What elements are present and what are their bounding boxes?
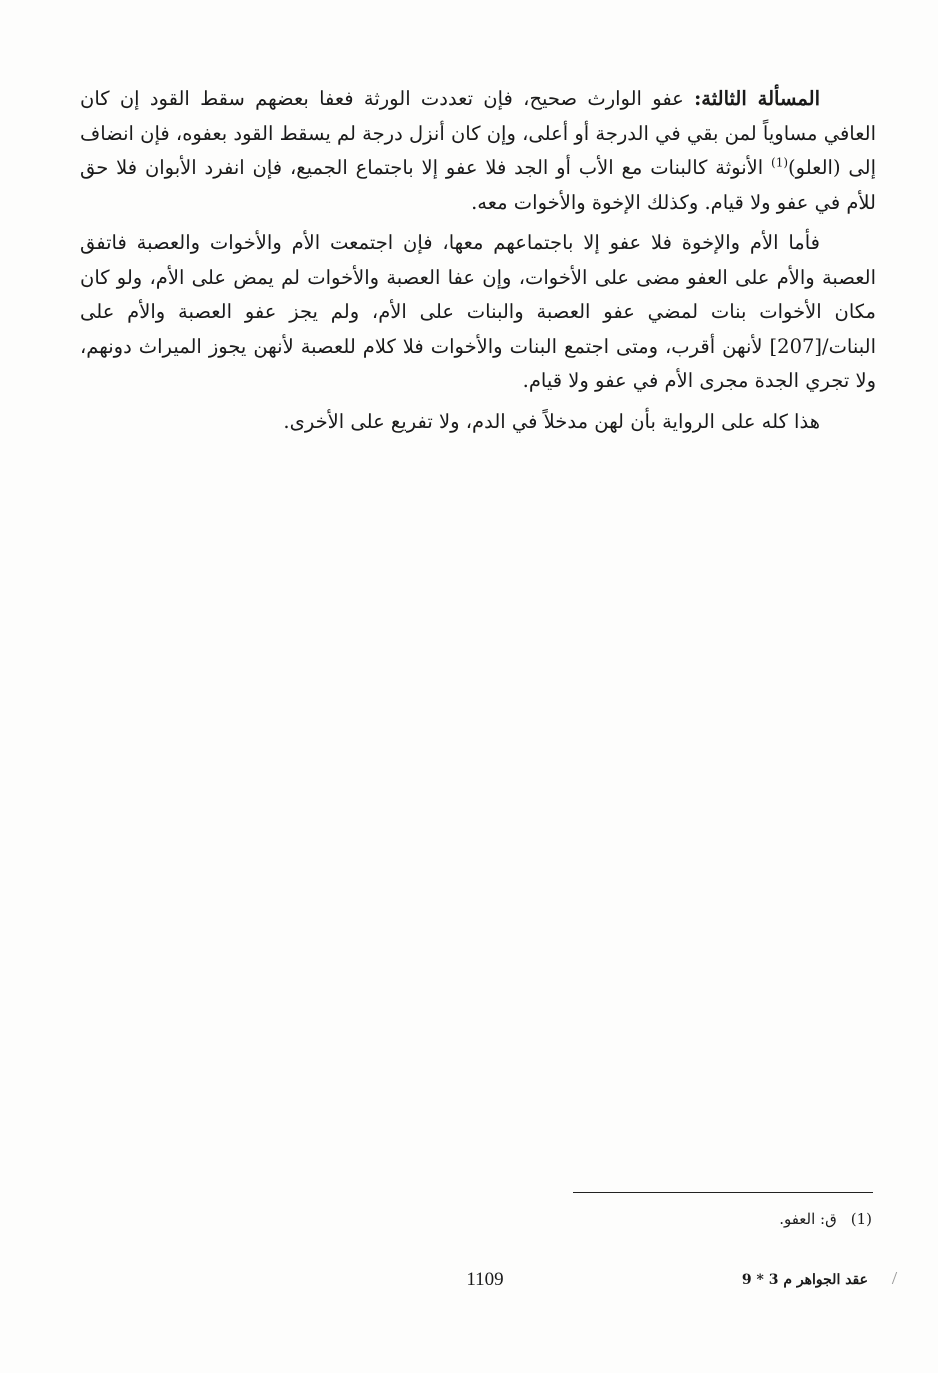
page-edge-mark <box>886 1272 897 1284</box>
footnote-reference[interactable]: (1) <box>771 155 789 170</box>
paragraph-issue-three <box>80 82 876 220</box>
paragraph-text-part-b: الأنوثة كالبنات مع الأب أو الجد فلا عفو إلا باجتماع الجميع، فإن انفرد الأبوان فلا حق للأم في عفو ولا قيام. وكذلك الإخوة والأخوات معه. <box>80 156 876 214</box>
footnote <box>372 1207 872 1231</box>
footnote-separator <box>573 1192 873 1193</box>
main-text-block <box>80 82 876 445</box>
signature-mark: عقد الجواهر م 3 * 9 <box>741 1272 868 1288</box>
page-number: 1109 <box>466 1269 504 1290</box>
paragraph-conclusion: هذا كله على الرواية بأن لهن مدخلاً في الدم، ولا تفريع على الأخرى. <box>283 409 820 433</box>
footnote-text: ق: العفو. <box>779 1210 837 1228</box>
footnote-number: (1) <box>850 1210 872 1228</box>
paragraph-mother-siblings: فأما الأم والإخوة فلا عفو إلا باجتماعهم معها، فإن اجتمعت الأم والأخوات والعصبة فاتفق العصبة والأم على العفو مضى على الأخوات، وإن عفا العصبة والأخوات لم يمض على الأم، ولو كان مكان الأخوات بنات لمضي عفو العصبة والبنات على الأم، ولم يجز عفو العصبة والأم على البنات/[207] لأنهن أقرب، ومتى اجتمع البنات والأخوات فلا كلام للعصبة لأنهن يجوز الميراث دونهم، ولا تجري الجدة مجرى الأم في عفو ولا قيام. <box>80 231 876 392</box>
issue-heading: المسألة الثالثة: <box>694 87 820 110</box>
paragraph-text-part-a: عفو الوارث صحيح، فإن تعددت الورثة فعفا بعضهم سقط القود إن كان العافي مساوياً لمن بقي في الدرجة أو أعلى، وإن كان أنزل درجة لم يسقط القود بعفوه، فإن انضاف إلى (العلو) <box>80 87 877 179</box>
